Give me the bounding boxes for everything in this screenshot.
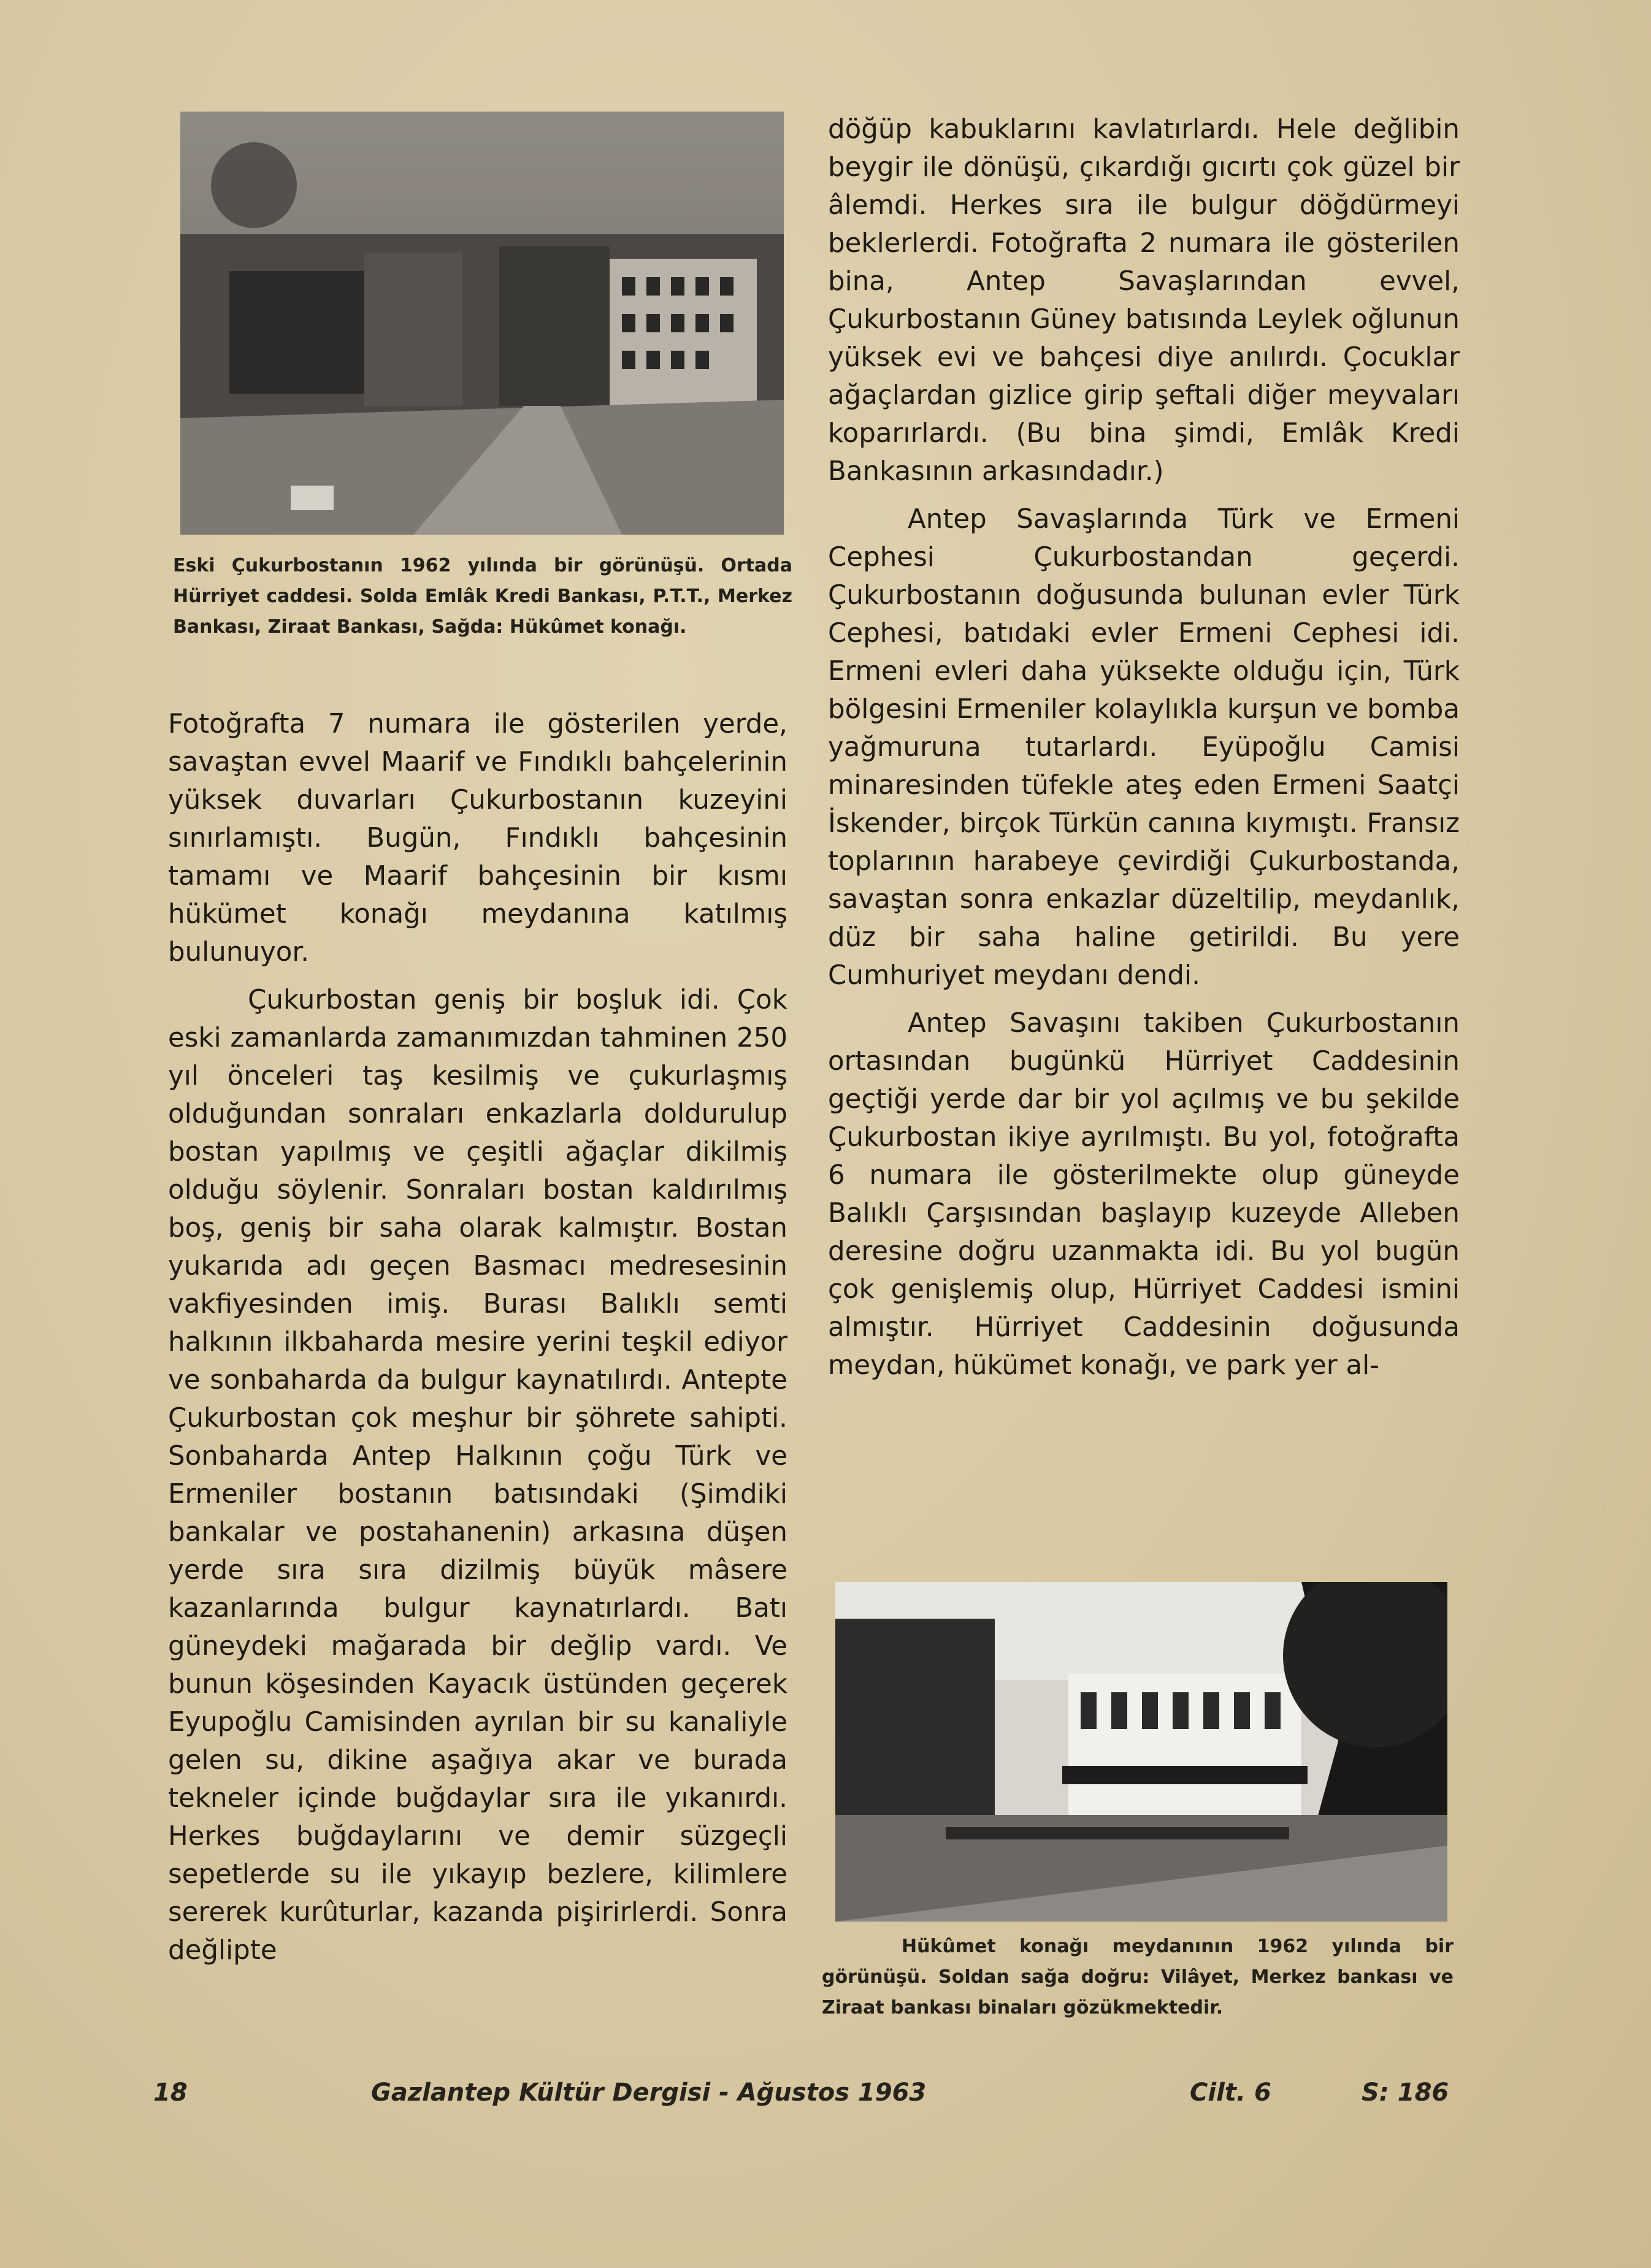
paragraph: Antep Savaşlarında Türk ve Ermeni Cephesi Çukurbostandan geçerdi. Çukurbostanın doğusunda bulunan evler Türk Cephesi, batıdaki evler Ermeni Cephesi idi. Ermeni evleri daha yüksekte olduğu için, Türk bölgesini Ermeniler kolaylıkla kurşun ve bomba yağmuruna tutarlardı. Eyüpoğlu Camisi minaresinden tüfekle ateş eden Ermeni Saatçi İskender, birçok Türkün canına kıymıştı. Fransız toplarının harabeye çevirdiği Çukurbostanda, savaştan sonra enkazlar düzeltilip, meydanlık, düz bir saha haline getirildi. Bu yere Cumhuriyet meydanı dendi.: [828, 504, 1460, 991]
right-column: [828, 110, 1460, 1384]
page-number: 18: [153, 2079, 188, 2107]
paragraph: Çukurbostan geniş bir boşluk idi. Çok eski zamanlarda zamanımızdan tahminen 250 yıl önceleri taş kesilmiş ve çukurlaşmış olduğundan sonraları enkazlarla doldurulup bostan yapılmış ve çeşitli ağaçlar dikilmiş olduğu söylenir. Sonraları bostan kaldırılmış boş, geniş bir saha olarak kalmıştır. Bostan yukarıda adı geçen Basmacı medresesinin vakfiyesinden imiş. Burası Balıklı semti halkının ilkbaharda mesire yerini teşkil ediyor ve sonbaharda da bulgur kaynatılırdı. Antepte Çukurbostan çok meşhur bir şöhrete sahipti. Sonbaharda Antep Halkının çoğu Türk ve Ermeniler bostanın batısındaki (Şimdiki bankalar ve postahanenin) arkasına düşen yerde sıra sıra dizilmiş büyük mâsere kazanlarında bulgur kaynatırlardı. Batı güneydeki mağarada bir değlip vardı. Ve bunun köşesinden Kayacık üstünden geçerek Eyupoğlu Camisinden ayrılan bir su kanaliyle gelen su, dikine aşağıya akar ve burada tekneler içinde buğdaylar sıra ile yıkanırdı. Herkes buğdaylarını ve demir süzgeçli sepetlerde su ile yıkayıp bezlere, kilimlere sererek kurûturlar, kazanda pişirirlerdi. Sonra değlipte: [168, 985, 787, 1966]
page-footer: [153, 2079, 1460, 2115]
paragraph: Antep Savaşını takiben Çukurbostanın ortasından bugünkü Hürriyet Caddesinin geçtiği yerde dar bir yol açılmış ve bu şekilde Çukurbostan ikiye ayrılmıştı. Bu yol, fotoğrafta 6 numara ile gösterilmekte olup güneyde Balıklı Çarşısından başlayıp kuzeyde Alleben deresine doğru uzanmakta idi. Bu yol bugün çok genişlemiş olup, Hürriyet Caddesi ismini almıştır. Hürriyet Caddesinin doğusunda meydan, hükümet konağı, ve park yer al-: [828, 1008, 1460, 1381]
magazine-title-date: Gazlantep Kültür Dergisi - Ağustos 1963: [371, 2079, 927, 2107]
left-column: [168, 705, 787, 1969]
photo-hukumet-konagi-meydani: [835, 1582, 1447, 1922]
issue-label: S: 186: [1362, 2079, 1449, 2107]
photo-eski-cukurbostan: [180, 112, 784, 535]
photo-bottom-caption: Hükûmet konağı meydanının 1962 yılında bir görünüşü. Soldan sağa doğru: Vilâyet, Merkez bankası ve Ziraat bankası binaları gözükmektedir.: [822, 1936, 1454, 2018]
volume-label: Cilt. 6: [1190, 2079, 1271, 2107]
paragraph: Fotoğrafta 7 numara ile gösterilen yerde, savaştan evvel Maarif ve Fındıklı bahçelerinin yüksek duvarları Çukurbostanın kuzeyini sınırlamıştı. Bugün, Fındıklı bahçesinin tamamı ve Maarif bahçesinin bir kısmı hükümet konağı meydanına katılmış bulunuyor.: [168, 709, 787, 968]
photo-top-caption: Eski Çukurbostanın 1962 yılında bir görünüşü. Ortada Hürriyet caddesi. Solda Emlâk Kredi Bankası, P.T.T., Merkez Bankası, Ziraat Bankası, Sağda: Hükûmet konağı.: [173, 555, 792, 638]
paragraph: döğüp kabuklarını kavlatırlardı. Hele değlibin beygir ile dönüşü, çıkardığı gıcırtı çok güzel bir âlemdi. Herkes sıra ile bulgur döğdürmeyi beklerlerdi. Fotoğrafta 2 numara ile gösterilen bina, Antep Savaşlarından evvel, Çukurbostanın Güney batısında Leylek oğlunun yüksek evi ve bahçesi diye anılırdı. Çocuklar ağaçlardan gizlice girip şeftali diğer meyvaları koparırlardı. (Bu bina şimdi, Emlâk Kredi Bankasının arkasındadır.): [828, 114, 1460, 487]
